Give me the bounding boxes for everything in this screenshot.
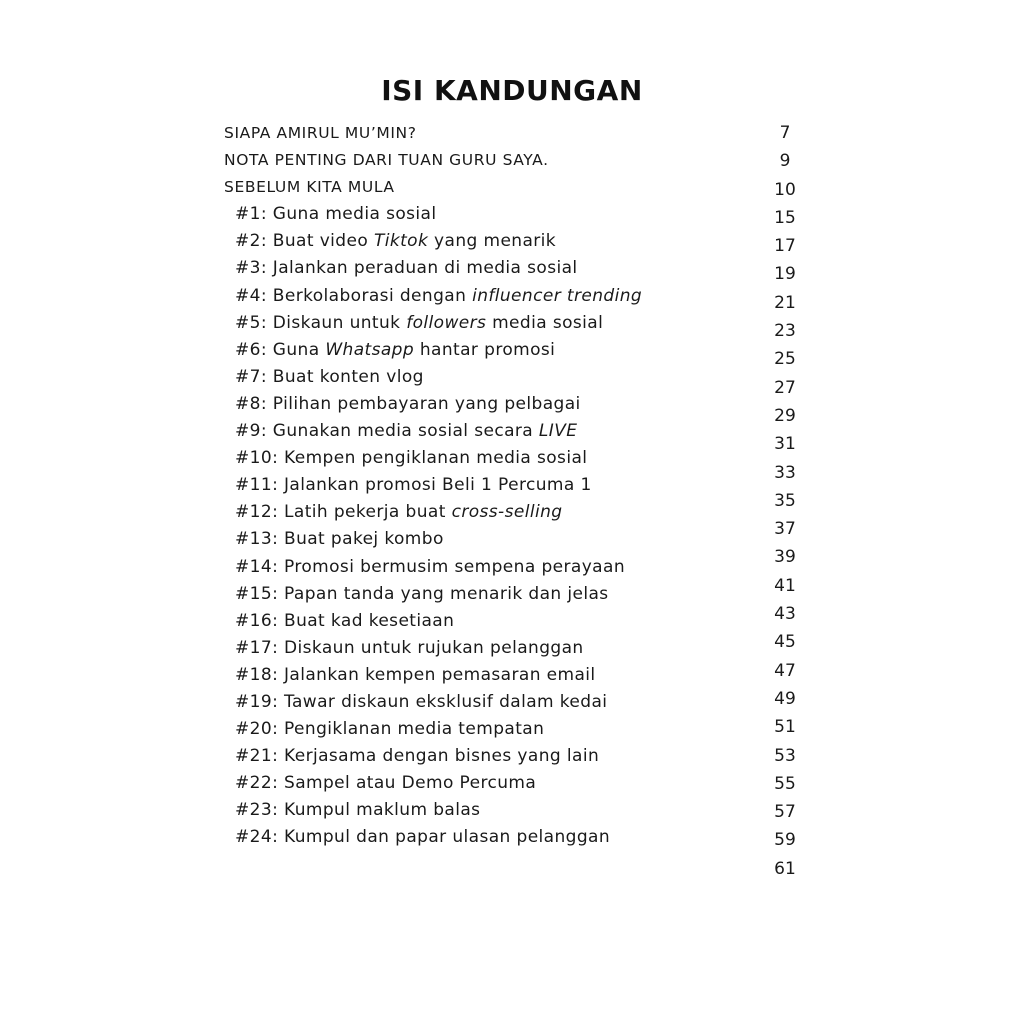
toc-entry <box>224 392 642 419</box>
toc-entry-text: #9: Gunakan media sosial secara <box>235 421 539 442</box>
toc-page-number: 35 <box>774 490 796 511</box>
toc-entry <box>224 229 642 256</box>
toc-entry-text: #16: Buat kad kesetiaan <box>235 610 455 631</box>
toc-entry-text: #20: Pengiklanan media tempatan <box>235 719 545 740</box>
toc-entry <box>224 717 642 744</box>
toc-entry-text: #4: Berkolaborasi dengan <box>235 285 473 306</box>
toc-page-number: 33 <box>774 462 796 483</box>
toc-entry <box>224 148 642 175</box>
toc-entry-text: #10: Kempen pengiklanan media sosial <box>235 448 588 469</box>
toc-entry-text: Tiktok <box>373 231 429 252</box>
toc-page-number: 55 <box>774 773 796 794</box>
toc-entries <box>224 121 642 853</box>
toc-entry-text: LIVE <box>538 421 578 442</box>
toc-page-number: 41 <box>774 575 796 596</box>
toc-entry <box>224 582 642 609</box>
toc-entry-text: influencer trending <box>472 285 643 306</box>
toc-page-number: 21 <box>774 292 796 313</box>
toc-entry-text: #7: Buat konten vlog <box>235 366 424 387</box>
toc-entry <box>224 609 642 636</box>
toc-entry-text: hantar promosi <box>414 339 556 360</box>
toc-entry <box>224 121 642 148</box>
toc-entry <box>224 555 642 582</box>
toc-entry <box>224 690 642 717</box>
toc-entry <box>224 636 642 663</box>
toc-entry-text: #3: Jalankan peraduan di media sosial <box>235 258 578 279</box>
toc-page-number: 10 <box>774 179 796 200</box>
toc-entry <box>224 338 642 365</box>
toc-page-number: 37 <box>774 519 796 540</box>
toc-entry <box>224 771 642 798</box>
toc-entry <box>224 256 642 283</box>
toc-entry <box>224 365 642 392</box>
toc-entry <box>224 744 642 771</box>
toc-entry-text: SEBELUM KITA MULA <box>224 178 395 197</box>
toc-entry <box>224 446 642 473</box>
toc-page-number: 29 <box>774 405 796 426</box>
toc-entry <box>224 175 642 202</box>
toc-page-number: 39 <box>774 547 796 568</box>
toc-page-number: 43 <box>774 604 796 625</box>
toc-entry-text: cross-selling <box>451 502 563 523</box>
toc-page-number: 51 <box>774 717 796 738</box>
toc-page-number: 45 <box>774 632 796 653</box>
toc-entry-text: #18: Jalankan kempen pemasaran email <box>235 664 596 685</box>
toc-entry-text: #15: Papan tanda yang menarik dan jelas <box>235 583 609 604</box>
toc-page-number: 19 <box>774 264 796 285</box>
toc-entry <box>224 500 642 527</box>
toc-entry <box>224 311 642 338</box>
toc-page-number: 9 <box>779 151 791 172</box>
toc-page-number: 57 <box>774 802 796 823</box>
toc-page-number: 23 <box>774 321 796 342</box>
toc-page-number: 7 <box>779 123 791 143</box>
toc-page-number: 27 <box>774 377 796 398</box>
toc-entry-text: yang menarik <box>428 231 557 252</box>
toc-page-number: 25 <box>774 349 796 370</box>
toc-entry-text: #6: Guna <box>235 339 326 360</box>
toc-entry-text: #5: Diskaun untuk <box>235 312 407 333</box>
toc-entry-text: #24: Kumpul dan papar ulasan pelanggan <box>235 827 611 848</box>
toc-page-number: 47 <box>774 660 796 681</box>
page-title: ISI KANDUNGAN <box>381 74 643 107</box>
toc-entry-text: #11: Jalankan promosi Beli 1 Percuma 1 <box>235 475 592 496</box>
toc-page-number: 59 <box>774 830 796 851</box>
toc-page-number: 15 <box>774 207 796 228</box>
toc-entry-text: #14: Promosi bermusim sempena perayaan <box>235 556 625 577</box>
toc-entry <box>224 663 642 690</box>
toc-entry <box>224 473 642 500</box>
toc-entry <box>224 284 642 311</box>
toc-entry <box>224 825 642 852</box>
toc-page-number: 61 <box>774 858 796 879</box>
toc-page-number: 53 <box>774 745 796 766</box>
toc-entry-text: #1: Guna media sosial <box>235 204 437 225</box>
toc-page-number: 49 <box>774 688 796 709</box>
toc-page-number: 17 <box>774 236 796 257</box>
toc-entry-text: SIAPA AMIRUL MU’MIN? <box>224 124 417 142</box>
toc-page-number: 31 <box>774 434 796 455</box>
toc-entry-text: NOTA PENTING DARI TUAN GURU SAYA. <box>224 151 549 170</box>
toc-entry-text: #12: Latih pekerja buat <box>235 502 452 523</box>
toc-page-numbers <box>760 121 810 885</box>
toc-entry-text: #17: Diskaun untuk rujukan pelanggan <box>235 637 584 658</box>
toc-entry-text: #22: Sampel atau Demo Percuma <box>235 773 537 794</box>
toc-entry-text: followers <box>406 312 487 333</box>
toc-entry <box>224 527 642 554</box>
toc-entry-text: #21: Kerjasama dengan bisnes yang lain <box>235 746 600 767</box>
toc-entry-text: #13: Buat pakej kombo <box>235 529 444 550</box>
toc-entry-text: #8: Pilihan pembayaran yang pelbagai <box>235 393 581 414</box>
toc-entry <box>224 798 642 825</box>
toc-entry <box>224 202 642 229</box>
toc-entry-text: #23: Kumpul maklum balas <box>235 800 481 821</box>
toc-entry-text: #2: Buat video <box>235 231 374 252</box>
toc-entry-text: Whatsapp <box>325 339 415 360</box>
toc-entry-text: #19: Tawar diskaun eksklusif dalam kedai <box>235 691 608 712</box>
toc-entry <box>224 419 642 446</box>
toc-entry-text: media sosial <box>486 312 604 333</box>
